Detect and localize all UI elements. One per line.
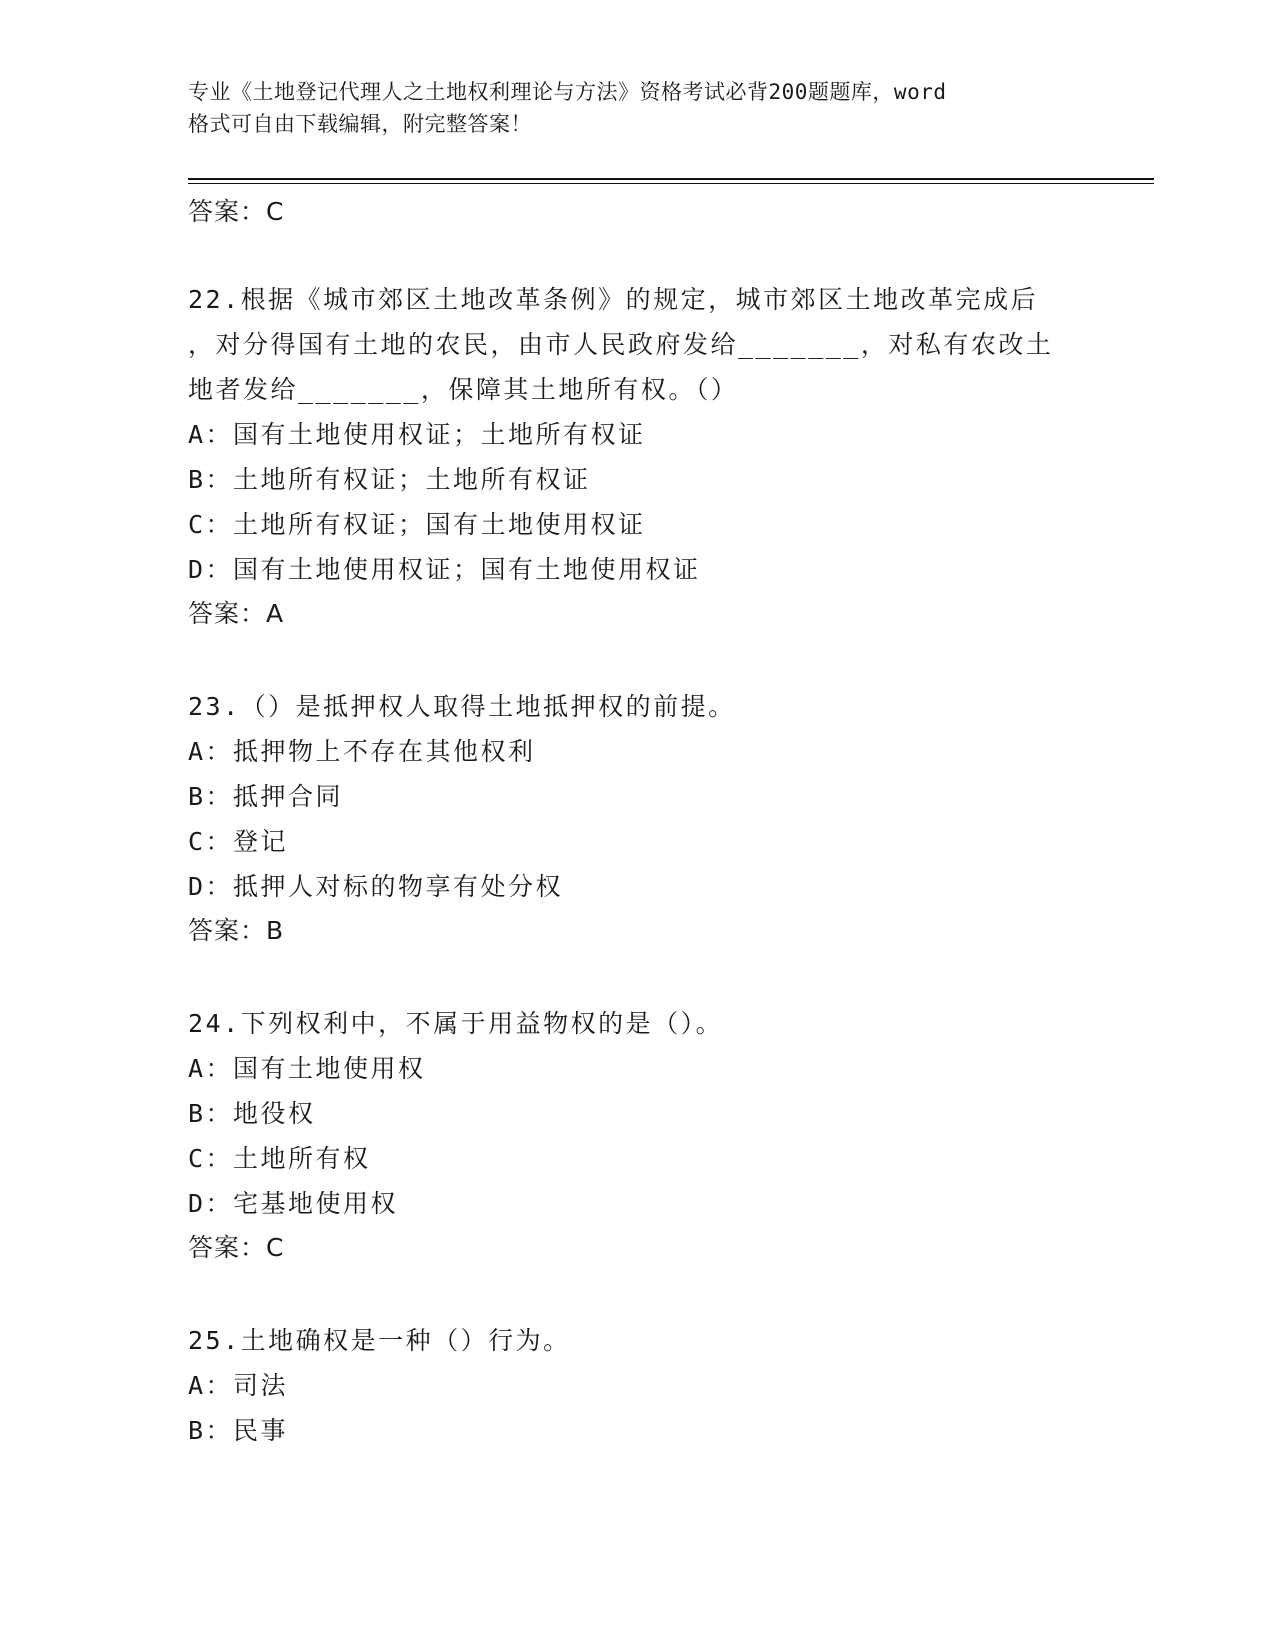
question-stem-line: 地者发给_______，保障其土地所有权。（） [188, 375, 739, 404]
question-22 [188, 277, 1154, 636]
option-d: D：抵押人对标的物享有处分权 [188, 872, 564, 901]
option-d: D：宅基地使用权 [188, 1189, 399, 1218]
header-divider-thick [188, 178, 1154, 180]
question-stem [188, 684, 1088, 729]
option-a: A：国有土地使用权 [188, 1054, 426, 1083]
option-a: A：司法 [188, 1371, 289, 1400]
question-23 [188, 684, 1154, 953]
question-stem [188, 1001, 1088, 1046]
document-body [188, 190, 1154, 1453]
question-stem-line: 22.根据《城市郊区土地改革条例》的规定，城市郊区土地改革完成后 [188, 285, 1039, 314]
option-b: B：民事 [188, 1416, 289, 1445]
header-line-1: 专业《土地登记代理人之土地权利理论与方法》资格考试必背200题题库，word [188, 80, 947, 104]
document-header [188, 76, 1088, 140]
answer-line: 答案：C [188, 1233, 285, 1262]
option-a: A：抵押物上不存在其他权利 [188, 737, 536, 766]
option-c: C：登记 [188, 827, 289, 856]
option-b: B：土地所有权证；土地所有权证 [188, 465, 591, 494]
option-d: D：国有土地使用权证；国有土地使用权证 [188, 555, 701, 584]
answer-line: 答案：B [188, 916, 285, 945]
option-c: C：土地所有权证；国有土地使用权证 [188, 510, 646, 539]
previous-answer: 答案：C [188, 197, 285, 226]
question-stem-line: 25.土地确权是一种（）行为。 [188, 1326, 571, 1355]
header-divider-thin [188, 183, 1154, 184]
question-stem-line: 23.（）是抵押权人取得土地抵押权的前提。 [188, 692, 736, 721]
option-b: B：抵押合同 [188, 782, 344, 811]
option-a: A：国有土地使用权证；土地所有权证 [188, 420, 646, 449]
header-line-2: 格式可自由下载编辑，附完整答案！ [188, 112, 532, 136]
question-25 [188, 1318, 1154, 1453]
option-c: C：土地所有权 [188, 1144, 371, 1173]
question-stem [188, 277, 1088, 412]
question-24 [188, 1001, 1154, 1270]
answer-line: 答案：A [188, 599, 285, 628]
option-b: B：地役权 [188, 1099, 316, 1128]
question-stem-line: ，对分得国有土地的农民，由市人民政府发给_______，对私有农改土 [188, 330, 1054, 359]
question-stem [188, 1318, 1088, 1363]
question-stem-line: 24.下列权利中，不属于用益物权的是（）。 [188, 1009, 724, 1038]
